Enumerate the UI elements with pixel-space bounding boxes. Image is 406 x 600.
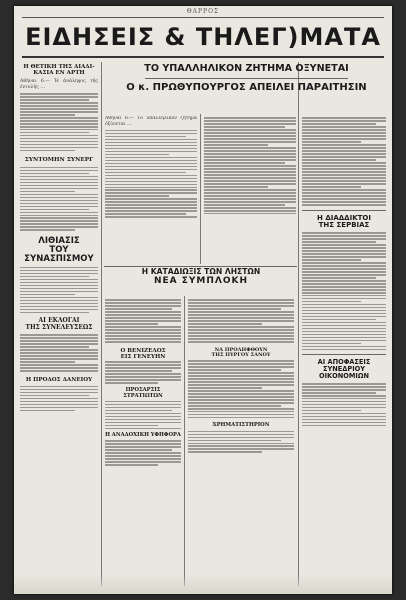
middle-item-a: Ο ΒΕΝΙΖΕΛΟΣ ΕΙΣ ΓΕΝΕΥΗΝ <box>120 347 166 360</box>
right-text-block <box>302 117 386 205</box>
left-top-excerpt: Αθήναι 6.— Ἡ ἀνάληψις τῆς ἐντολῆς … <box>20 79 98 91</box>
right-text-block <box>302 232 386 350</box>
lead-col-2 <box>204 116 296 262</box>
left-heading-2: ΣΥΝΤΟΜΗΝ ΣΥΝΕΡΓ <box>24 157 94 164</box>
section-rule <box>302 354 386 355</box>
section-banner: ΕΙΔΗΣΕΙΣ & ΤΗΛΕΓ)ΜΑΤΑ <box>25 23 381 51</box>
left-column <box>20 64 98 584</box>
middle-item-d: ΝΑ ΠΡΟΛΗΦΘΟΥΝ ΤΗΣ ΠΥΡΓΟΥ ΣΑΝΟΥ <box>211 346 271 359</box>
left-heading-4: ΑΙ ΕΚΛΟΓΑΙ ΤΗΣ ΣΥΝΕΛΕΥΣΕΩΣ <box>25 317 93 331</box>
left-text-block <box>20 334 98 371</box>
lead-headline-block <box>105 62 388 112</box>
left-text-block <box>20 386 98 411</box>
right-column <box>302 116 386 586</box>
left-top-heading: Η ΘΕΤΙΚΗ ΤΗΣ ΔΙΑΔΙ- ΚΑΣΙΑ ΕΝ ΑΡΤΗ <box>23 64 95 77</box>
right-text-block <box>302 383 386 426</box>
right-heading-1: Η ΔΙΑΔΔΙΚΤΟΙ ΤΗΣ ΣΕΡΒΙΑΣ <box>317 213 371 229</box>
masthead-rule <box>22 17 384 18</box>
left-heading-3: ΛΙΘΙΑΣΙΣ ΤΟΥ ΣΥΝΑΣΠΙΣΜΟΥ <box>24 236 94 264</box>
middle-col-2 <box>188 298 294 586</box>
newspaper-page <box>14 6 392 594</box>
left-text-block <box>20 267 98 313</box>
middle-item-e: ΧΡΗΜΑΤΙΣΤΗΡΙΟΝ <box>212 422 270 429</box>
left-heading-5: Η ΠΡΟΔΟΣ ΔΑΝΕΙΟΥ <box>25 376 93 383</box>
column-rule <box>298 62 299 586</box>
middle-item-c: Η ΑΝΑΔΟΧΙΚΗ ΥΦΗΦΟΡΑ <box>105 432 181 439</box>
section-rule <box>104 266 297 267</box>
lead-headline-2: Ο κ. ΠΡΩΘΥΠΟΥΡΓΟΣ ΑΠΕΙΛΕΙ ΠΑΡΑΙΤΗΣΙΝ <box>126 82 367 94</box>
paper-shade <box>14 574 392 594</box>
column-rule <box>101 62 102 586</box>
lead-headline-1: ΤΟ ΥΠΑΛΛΗΛΙΚΟΝ ΖΗΤΗΜΑ ΟΞΥΝΕΤΑΙ <box>144 63 349 74</box>
banner-rule <box>22 56 384 58</box>
column-rule <box>184 296 185 586</box>
right-heading-2: ΑΙ ΑΠΟΦΑΣΕΙΣ ΣΥΝΕΔΡΙΟΥ ΟΙΚΟΝΟΜΙΩΝ <box>317 358 371 381</box>
middle-item-b: ΠΡΟΣΑΡΣΙΣ ΣΤΡΑΤΙΩΤΩΝ <box>123 386 163 399</box>
lead-excerpt: Ἀθῆναι 6.— Τὸ ὑπαλληλικὸν ζήτημα ὀξύνεται … <box>105 116 197 128</box>
lead-col-1 <box>105 116 197 262</box>
headline-rule <box>145 78 348 79</box>
column-rule <box>200 114 201 264</box>
middle-col-1 <box>105 298 181 586</box>
masthead-title: ΘΑΡΡΟΣ <box>186 8 220 15</box>
left-text-block <box>20 93 98 151</box>
section-rule <box>302 210 386 211</box>
middle-headline-block <box>105 268 297 296</box>
left-text-block <box>20 167 98 231</box>
middle-heading: Η ΚΑΤΑΔΙΩΞΙΣ ΤΩΝ ΛΗΣΤΩΝ <box>141 268 261 276</box>
middle-subheading: ΝΕΑ ΣΥΜΠΛΟΚΗ <box>153 275 249 286</box>
